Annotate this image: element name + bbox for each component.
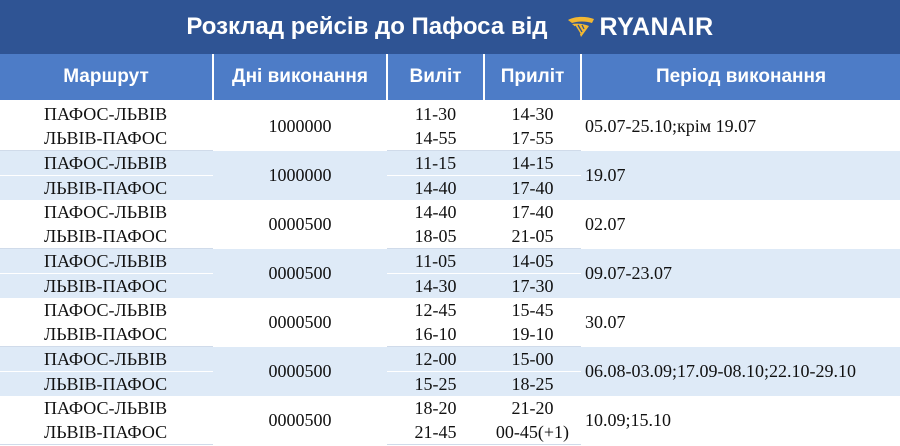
departure-cell: 14-40 [387, 176, 484, 201]
arrival-cell: 17-30 [484, 274, 581, 299]
arrival-cell: 14-05 [484, 249, 581, 274]
table-row [0, 101, 900, 126]
departure-cell: 11-05 [387, 249, 484, 274]
flight-group [0, 347, 900, 397]
departure-cell: 11-15 [387, 151, 484, 176]
column-header-route: Маршрут [0, 54, 213, 101]
flight-group [0, 298, 900, 347]
period-cell: 06.08-03.09;17.09-08.10;22.10-29.10 [581, 347, 900, 397]
column-header-days: Дні виконання [213, 54, 387, 101]
arrival-cell: 21-20 [511, 398, 554, 418]
days-cell: 1000000 [213, 151, 387, 201]
arrival-cell: 17-40 [511, 202, 554, 222]
period-cell: 09.07-23.07 [581, 249, 900, 299]
route-cell: ЛЬВІВ-ПАФОС [0, 126, 213, 151]
route-cell: ПАФОС-ЛЬВІВ [44, 300, 168, 320]
flight-group [0, 396, 900, 445]
days-cell: 0000500 [213, 249, 387, 299]
days-cell: 0000500 [268, 312, 332, 333]
page-title: Розклад рейсів до Пафоса від [186, 13, 548, 40]
flight-group [0, 101, 900, 151]
route-cell: ПАФОС-ЛЬВІВ [44, 398, 168, 418]
table-row [0, 249, 900, 274]
flight-group [0, 151, 900, 201]
table-row [0, 347, 900, 372]
departure-cell: 12-45 [414, 300, 457, 320]
days-cell: 0000500 [268, 214, 332, 235]
arrival-cell: 19-10 [484, 322, 581, 347]
route-cell: ЛЬВІВ-ПАФОС [0, 274, 213, 299]
title-bar [0, 0, 900, 54]
days-cell: 0000500 [268, 410, 332, 431]
column-header-arrival: Приліт [484, 54, 581, 101]
arrival-cell: 14-30 [511, 104, 554, 124]
arrival-cell: 21-05 [484, 224, 581, 249]
departure-cell: 12-00 [387, 347, 484, 372]
arrival-cell: 17-55 [484, 126, 581, 151]
route-cell: ЛЬВІВ-ПАФОС [0, 420, 213, 445]
route-cell: ЛЬВІВ-ПАФОС [0, 176, 213, 201]
departure-cell: 21-45 [387, 420, 484, 445]
departure-cell: 15-25 [387, 372, 484, 397]
route-cell: ПАФОС-ЛЬВІВ [44, 202, 168, 222]
departure-cell: 14-30 [387, 274, 484, 299]
departure-cell: 16-10 [387, 322, 484, 347]
column-header-departure: Виліт [387, 54, 484, 101]
arrival-cell: 15-45 [511, 300, 554, 320]
harp-icon [566, 15, 596, 39]
route-cell: ЛЬВІВ-ПАФОС [0, 322, 213, 347]
days-cell: 1000000 [268, 116, 332, 137]
route-cell: ЛЬВІВ-ПАФОС [0, 224, 213, 249]
table-row [0, 151, 900, 176]
departure-cell: 11-30 [414, 104, 457, 124]
route-cell: ПАФОС-ЛЬВІВ [44, 104, 168, 124]
period-cell: 05.07-25.10;крім 19.07 [585, 116, 757, 137]
arrival-cell: 00-45(+1) [484, 420, 581, 445]
departure-cell: 18-20 [414, 398, 457, 418]
route-cell: ЛЬВІВ-ПАФОС [0, 372, 213, 397]
brand-name: RYANAIR [599, 12, 714, 41]
arrival-cell: 18-25 [484, 372, 581, 397]
period-cell: 19.07 [581, 151, 900, 201]
table-row [0, 298, 900, 322]
ryanair-logo [566, 13, 714, 42]
route-cell: ПАФОС-ЛЬВІВ [0, 249, 213, 274]
table-row [0, 200, 900, 224]
arrival-cell: 14-15 [484, 151, 581, 176]
flight-group [0, 249, 900, 299]
flight-group [0, 200, 900, 249]
route-cell: ПАФОС-ЛЬВІВ [0, 347, 213, 372]
route-cell: ПАФОС-ЛЬВІВ [0, 151, 213, 176]
column-header-period: Період виконання [581, 54, 900, 101]
table-row [0, 396, 900, 420]
departure-cell: 14-55 [387, 126, 484, 151]
days-cell: 0000500 [213, 347, 387, 397]
period-cell: 10.09;15.10 [585, 410, 672, 431]
table-header [0, 54, 900, 101]
schedule-table [0, 54, 900, 445]
period-cell: 30.07 [585, 312, 626, 333]
period-cell: 02.07 [585, 214, 626, 235]
departure-cell: 18-05 [387, 224, 484, 249]
arrival-cell: 15-00 [484, 347, 581, 372]
departure-cell: 14-40 [414, 202, 457, 222]
arrival-cell: 17-40 [484, 176, 581, 201]
